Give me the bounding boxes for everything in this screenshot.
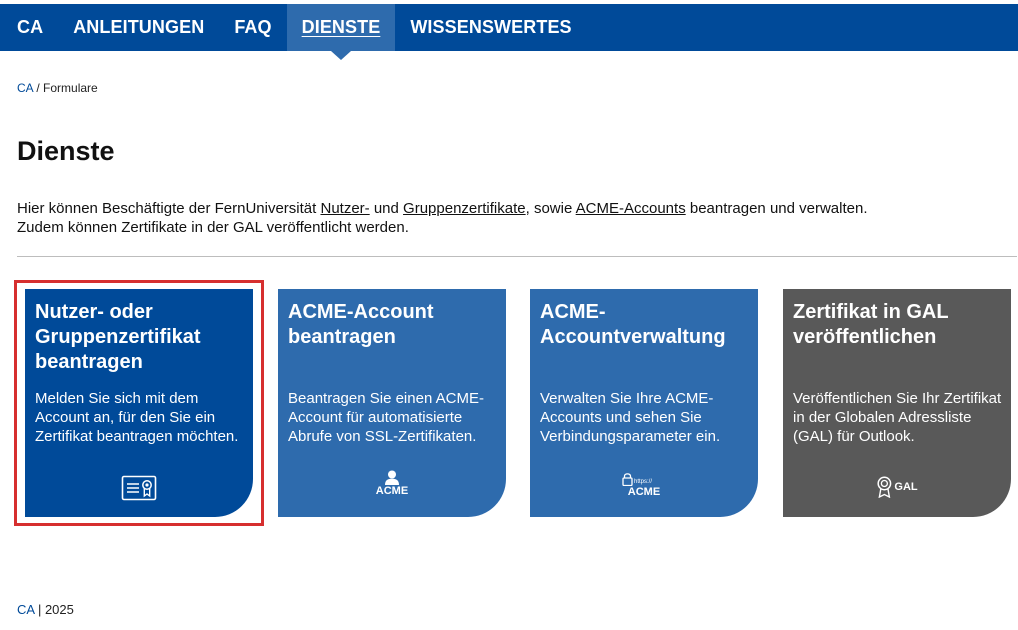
acme-icon-label: ACME: [627, 486, 661, 498]
nav-item-dienste-label: DIENSTE: [301, 17, 381, 37]
active-nav-caret: [331, 51, 351, 60]
main-nav: [0, 4, 1018, 51]
card-text: Veröffentlichen Sie Ihr Zertifikat in der Globalen Adressliste (GAL) für Outlook.: [793, 390, 1002, 445]
breadcrumb-home-link[interactable]: CA: [17, 81, 34, 95]
footer-separator: |: [34, 602, 45, 617]
acme-lock-icon: [622, 470, 666, 498]
intro-text: [17, 199, 1007, 237]
card-title: Nutzer- oder Gruppenzertifikat beantragen: [35, 301, 201, 373]
nav-item-wissenswertes[interactable]: WISSENSWERTES: [410, 17, 572, 37]
footer-ca-link[interactable]: CA: [17, 602, 35, 617]
intro-part-4: beantragen und verwalten.: [685, 200, 868, 217]
nav-item-anleitungen[interactable]: ANLEITUNGEN: [73, 17, 205, 37]
card-title: Zertifikat in GAL veröffentlichen: [793, 301, 949, 348]
divider: [17, 256, 1017, 257]
card-text: Beantragen Sie einen ACME-Account für automatisierte Abrufe von SSL-Zertifikaten.: [288, 390, 484, 445]
intro-line-2: Zudem können Zertifikate in der GAL veröffentlicht werden.: [17, 219, 409, 236]
card-title: ACME-Accountverwaltung: [540, 301, 726, 348]
page-title: Dienste: [17, 136, 115, 166]
breadcrumb-current: Formulare: [43, 81, 98, 95]
link-gruppenzertifikate[interactable]: Gruppenzertifikate: [403, 200, 526, 217]
link-nutzer[interactable]: Nutzer-: [320, 200, 370, 217]
top-navigation-bar: [0, 4, 1018, 51]
intro-part-3: , sowie: [525, 200, 576, 217]
card-zertifikat-gal[interactable]: [783, 289, 1011, 517]
footer-year: 2025: [44, 602, 74, 617]
acme-user-icon: [372, 470, 412, 497]
https-icon-label: https://: [634, 479, 653, 485]
nav-item-dienste[interactable]: [287, 4, 396, 51]
card-acme-accountverwaltung[interactable]: [530, 289, 758, 517]
card-text: Melden Sie sich mit dem Account an, für den Sie ein Zertifikat beantragen möchten.: [35, 390, 239, 445]
breadcrumb-separator: /: [33, 81, 44, 95]
card-nutzer-gruppenzertifikat[interactable]: [25, 289, 253, 517]
footer: [17, 602, 74, 617]
intro-part-2: und: [369, 200, 404, 217]
gal-award-icon: [876, 476, 917, 498]
card-acme-account-beantragen[interactable]: [278, 289, 506, 517]
gal-icon-label: GAL: [894, 481, 918, 493]
nav-item-faq[interactable]: FAQ: [234, 17, 272, 37]
acme-icon-label: ACME: [375, 485, 409, 497]
card-title: ACME-Account beantragen: [288, 301, 434, 348]
certificate-icon: [121, 475, 157, 506]
nav-item-ca[interactable]: CA: [17, 17, 44, 37]
card-text: Verwalten Sie Ihre ACME-Accounts und sehen Sie Verbindungsparameter ein.: [540, 390, 721, 445]
link-acme-accounts[interactable]: ACME-Accounts: [575, 200, 686, 217]
intro-part-1: Hier können Beschäftigte der FernUniversität: [17, 200, 321, 217]
breadcrumb: [17, 81, 98, 95]
